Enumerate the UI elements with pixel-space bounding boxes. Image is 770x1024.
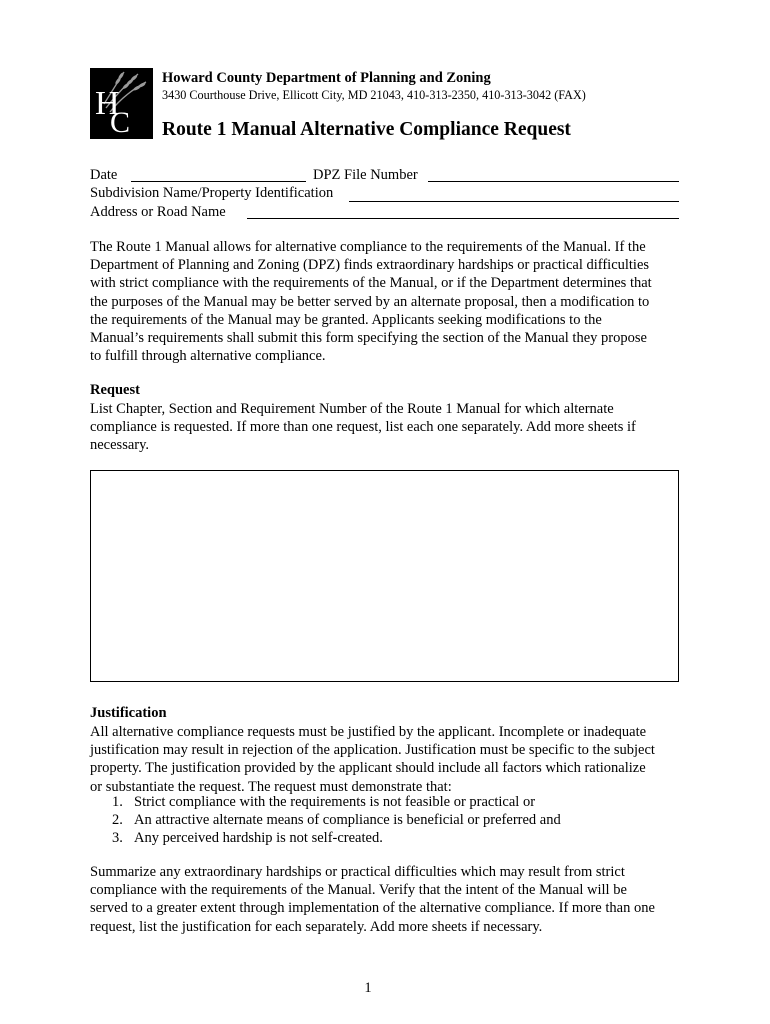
criteria-list [112,793,561,848]
intro-line: The Route 1 Manual allows for alternative compliance to the requirements of the Manual. If the [90,239,646,255]
summary-line: request, list the justification for each separately. Add more sheets if necessary. [90,918,543,935]
list-item-number: 3. [112,830,123,847]
howard-county-logo [90,68,153,139]
summary-line: served to a greater extent through implementation of the alternative compliance. If more than one [90,900,655,917]
form-title: Route 1 Manual Alternative Compliance Request [162,119,571,140]
file-number-input-line[interactable] [428,181,679,182]
agency-name: Howard County Department of Planning and Zoning [162,70,491,86]
page-number: 1 [364,980,372,996]
subdivision-field-row [90,184,333,202]
intro-line: with strict compliance with the requirements of the Manual, or if the Department determines that [90,275,652,292]
summary-paragraph [90,863,690,936]
justification-line: or substantiate the request. The request must demonstrate that: [90,778,452,795]
justification-line: All alternative compliance requests must be justified by the applicant. Incomplete or inadequate [90,724,647,740]
file-number-row [313,166,418,184]
request-line: necessary. [90,437,150,454]
list-item-text: An attractive alternate means of compliance is beneficial or preferred and [134,812,561,829]
list-item-text: Strict compliance with the requirements is not feasible or practical or [134,794,536,810]
summary-line: Summarize any extraordinary hardships or practical difficulties which may result from strict [90,864,625,880]
summary-line: compliance with the requirements of the Manual. Verify that the intent of the Manual will be [90,882,627,899]
intro-line: Department of Planning and Zoning (DPZ) finds extraordinary hardships or practical difficulties [90,257,650,274]
justification-paragraph [90,723,690,796]
list-item-number: 2. [112,812,123,829]
list-item [112,829,561,847]
intro-line: the requirements of the Manual may be granted. Applicants seeking modifications to the [90,311,602,328]
agency-address: 3430 Courthouse Drive, Ellicott City, MD 21043, 410-313-2350, 410-313-3042 (FAX) [162,88,586,102]
justification-line: property. The justification provided by the applicant should include all factors which rationalize [90,760,646,777]
list-item-text: Any perceived hardship is not self-created. [134,830,383,847]
intro-line: to fulfill through alternative compliance. [90,348,326,365]
subdivision-input-line[interactable] [349,201,679,202]
svg-text:H: H [95,85,120,122]
address-label: Address or Road Name [90,204,226,220]
svg-text:C: C [110,106,131,139]
request-instructions [90,400,690,455]
justification-heading: Justification [90,705,167,721]
list-item-number: 1. [112,794,123,810]
list-item [112,793,561,811]
request-heading: Request [90,382,140,398]
request-line: List Chapter, Section and Requirement Number of the Route 1 Manual for which alternate [90,401,614,417]
intro-paragraph [90,238,690,365]
intro-line: Manual’s requirements shall submit this form specifying the section of the Manual they propose [90,330,647,347]
intro-line: the purposes of the Manual may be better served by an alternate proposal, then a modification to [90,293,650,310]
request-text-box[interactable] [90,470,679,682]
list-item [112,811,561,829]
address-input-line[interactable] [247,218,679,219]
address-field-row [90,203,226,221]
wheat-sheaf-icon [90,68,153,139]
date-field-row [90,166,117,184]
date-label: Date [90,167,118,183]
date-input-line[interactable] [131,181,306,182]
justification-line: justification may result in rejection of the application. Justification must be specific to the subject [90,742,655,759]
file-number-label: DPZ File Number [313,167,418,183]
request-line: compliance is requested. If more than one request, list each one separately. Add more sheets if [90,419,636,436]
subdivision-label: Subdivision Name/Property Identification [90,185,334,201]
